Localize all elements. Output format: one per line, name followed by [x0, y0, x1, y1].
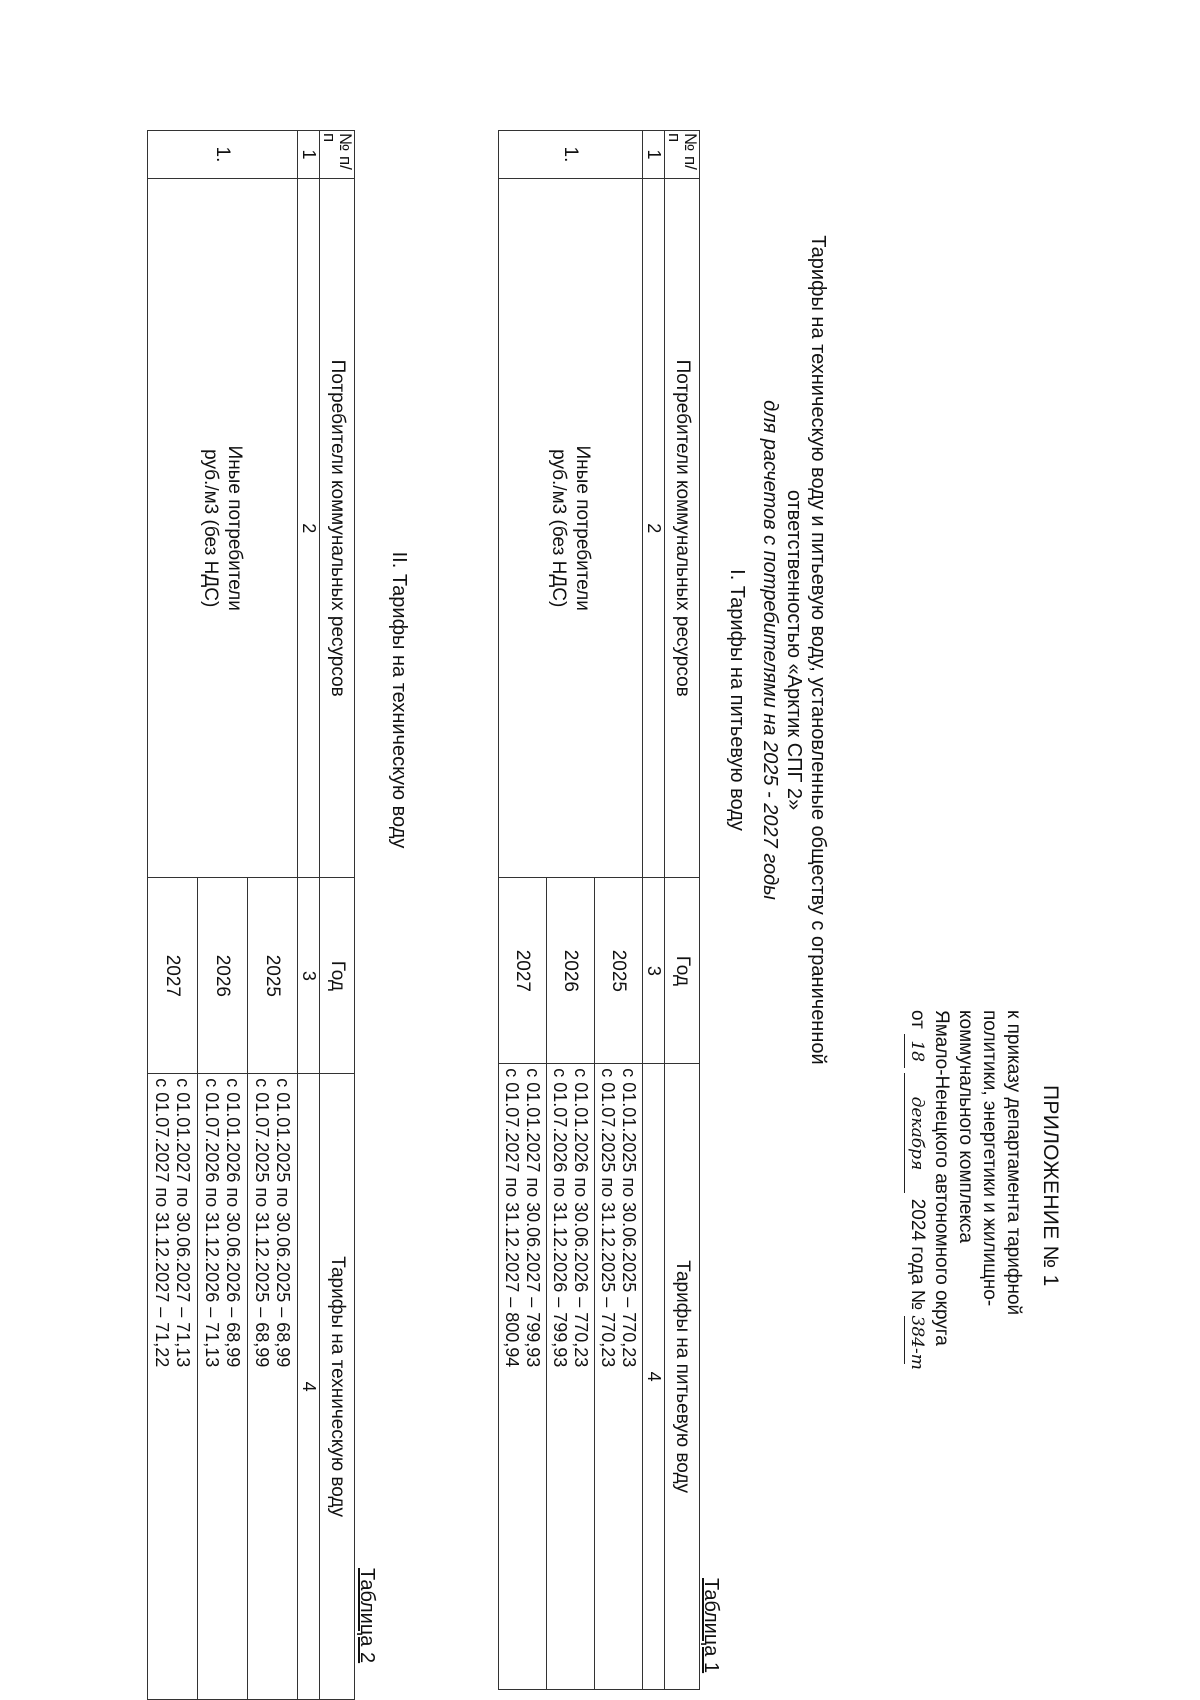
year-cell: 2026	[198, 878, 248, 1074]
date-day: 18	[904, 1034, 929, 1068]
tariff-line: с 01.01.2025 по 30.06.2025 – 770,23	[619, 1068, 640, 1368]
appendix-line: к приказу департамента тарифной	[1003, 1010, 1024, 1316]
appendix-title: ПРИЛОЖЕНИЕ № 1	[1039, 1085, 1062, 1287]
consumer-cell	[499, 178, 643, 877]
order-date-line	[904, 1010, 929, 1370]
column-number: 2	[643, 178, 665, 877]
column-number: 2	[298, 178, 320, 877]
tariff-line: с 01.01.2026 по 30.06.2026 – 68,99	[223, 1078, 244, 1368]
header-year: Год	[320, 878, 355, 1074]
year-cell: 2027	[148, 878, 198, 1074]
title-subline: для расчетов с потребителями на 2025 - 2027 годы	[759, 400, 781, 900]
tariff-line: с 01.07.2026 по 31.12.2026 – 799,93	[550, 1068, 571, 1368]
consumer-unit: руб./м3 (без НДС)	[200, 449, 222, 608]
date-prefix: от	[907, 1010, 928, 1029]
column-number: 4	[298, 1074, 320, 1700]
consumer-name: Иные потребители	[572, 445, 594, 611]
tariff-line: с 01.01.2026 по 30.06.2026 – 770,23	[571, 1068, 592, 1368]
tariff-line: с 01.07.2025 по 31.12.2025 – 770,23	[598, 1068, 619, 1368]
header-tariffs: Тарифы на питьевую воду	[665, 1064, 700, 1690]
tariff-line: с 01.07.2025 по 31.12.2025 – 68,99	[252, 1078, 273, 1368]
consumer-cell	[148, 178, 298, 877]
tariff-line: с 01.01.2027 по 30.06.2027 – 71,13	[173, 1078, 194, 1368]
table-row	[595, 131, 643, 1690]
row-index: 1.	[148, 131, 298, 179]
tariff-cell	[148, 1074, 198, 1700]
column-number: 4	[643, 1064, 665, 1690]
column-number: 1	[643, 131, 665, 179]
tariff-line: с 01.07.2026 по 31.12.2026 – 71,13	[202, 1078, 223, 1368]
table-header-row	[665, 131, 700, 1690]
table-header-row	[320, 131, 355, 1700]
tariff-line: с 01.07.2027 по 31.12.2027 – 71,22	[152, 1078, 173, 1368]
column-number-row	[298, 131, 320, 1700]
column-number-row	[643, 131, 665, 1690]
table-caption: Таблица 1	[700, 1578, 722, 1674]
tariff-cell	[499, 1064, 547, 1690]
column-number: 3	[298, 878, 320, 1074]
tariff-cell	[198, 1074, 248, 1700]
header-np: № п/п	[320, 131, 355, 179]
row-index: 1.	[499, 131, 643, 179]
appendix-line: Ямало-Ненецкого автономного округа	[931, 1010, 952, 1346]
section-heading: II. Тарифы на техническую воду	[388, 551, 410, 849]
date-month: декабря	[904, 1073, 929, 1193]
column-number: 3	[643, 878, 665, 1064]
tariff-line: с 01.07.2027 по 31.12.2027 – 800,94	[502, 1068, 523, 1368]
year-cell: 2026	[547, 878, 595, 1064]
table-caption: Таблица 2	[356, 1568, 378, 1664]
document-title	[758, 150, 830, 1150]
table-row	[248, 131, 298, 1700]
header-consumers: Потребители коммунальных ресурсов	[320, 178, 355, 877]
tariff-line: с 01.01.2025 по 30.06.2025 – 68,99	[273, 1078, 294, 1368]
tariff-line: с 01.01.2027 по 30.06.2027 – 799,93	[523, 1068, 544, 1368]
order-number: 384-т	[904, 1316, 929, 1364]
tariff-cell	[248, 1074, 298, 1700]
consumer-unit: руб./м3 (без НДС)	[548, 449, 570, 608]
year-cell: 2027	[499, 878, 547, 1064]
appendix-reference	[904, 1010, 1025, 1370]
header-np: № п/п	[665, 131, 700, 179]
date-year: 2024 года №	[907, 1198, 928, 1311]
technical-water-table	[147, 130, 355, 1700]
header-tariffs: Тарифы на техническую воду	[320, 1074, 355, 1700]
tariff-cell	[547, 1064, 595, 1690]
year-cell: 2025	[595, 878, 643, 1064]
consumer-name: Иные потребители	[224, 445, 246, 611]
appendix-line: коммунального комплекса	[955, 1010, 976, 1244]
header-consumers: Потребители коммунальных ресурсов	[665, 178, 700, 877]
column-number: 1	[298, 131, 320, 179]
section-heading: I. Тарифы на питьевую воду	[726, 569, 748, 831]
header-year: Год	[665, 878, 700, 1064]
year-cell: 2025	[248, 878, 298, 1074]
drinking-water-table	[498, 130, 700, 1690]
tariff-cell	[595, 1064, 643, 1690]
title-line: Тарифы на техническую воду и питьевую воду, установленные обществу с ограниченной ответственностью «Арктик СПГ 2»	[783, 235, 829, 1065]
appendix-line: политики, энергетики и жилищно-	[979, 1010, 1000, 1307]
